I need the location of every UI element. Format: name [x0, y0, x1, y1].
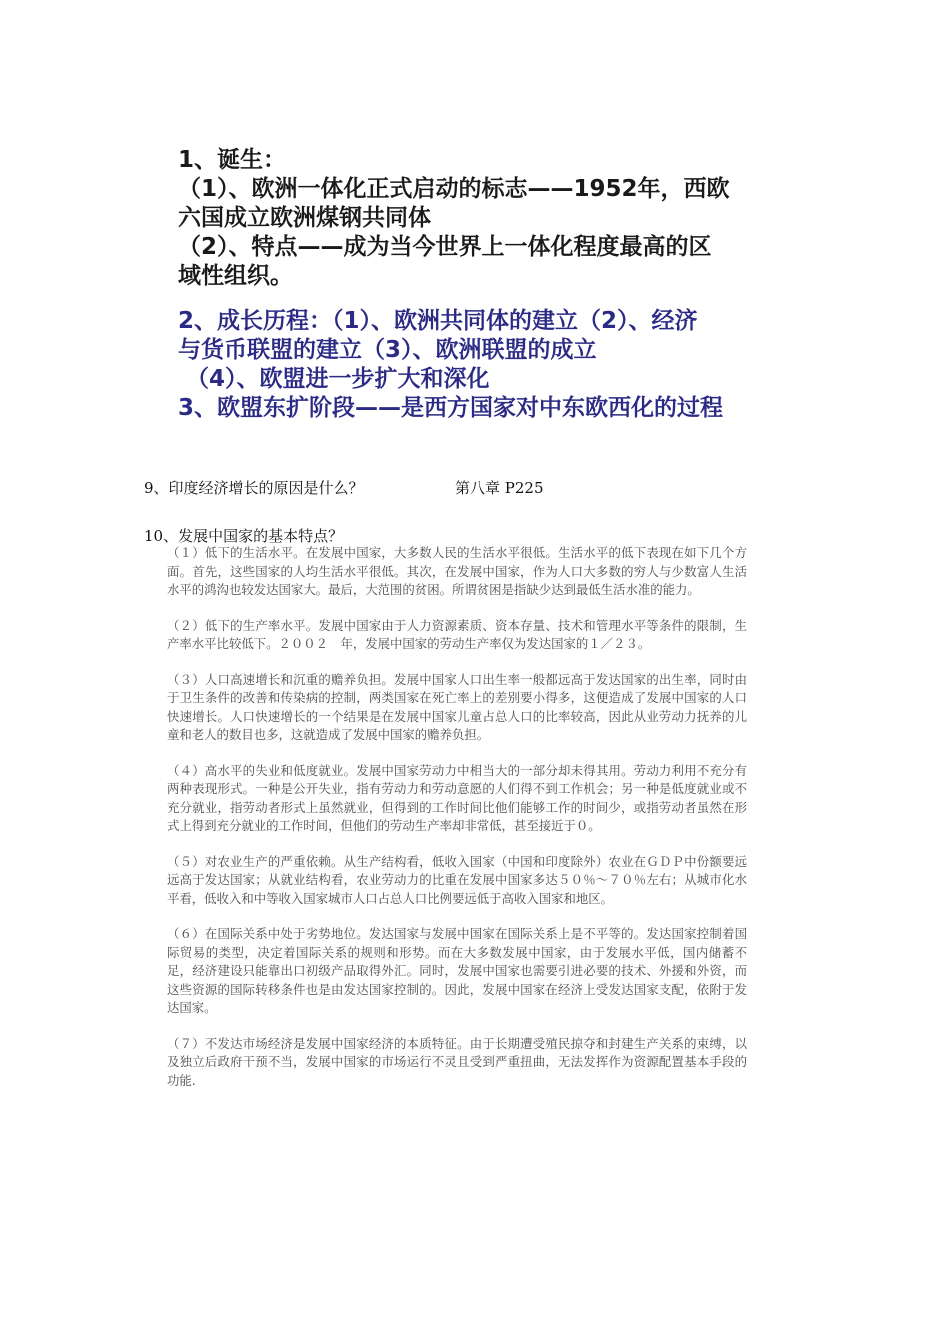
- slide-line-eastward: 3、欧盟东扩阶段——是西方国家对中东欧西化的过程: [178, 395, 724, 421]
- slide-line-birth-heading: 1、诞生：: [178, 147, 287, 173]
- slide-line-expansion: （4）、欧盟进一步扩大和深化: [186, 366, 490, 392]
- answer-paragraph-1: （１）低下的生活水平。在发展中国家，大多数人民的生活水平很低。生活水平的低下表现在如下几个方面。首先，这些国家的人均生活水平很低。其次，在发展中国家，作为人口大多数的穷人与少数富人生活水平的鸿沟也较发达国家大。最后，大范围的贫困。所谓贫困是指缺少达到最低生活水准的能力。: [167, 545, 747, 597]
- slide-line-growth-history: 2、成长历程：（1）、欧洲共同体的建立（2）、经济: [178, 308, 698, 334]
- slide-line-coal-steel: 六国成立欧洲煤钢共同体: [178, 205, 431, 231]
- question-9: [144, 477, 544, 498]
- answer-paragraph-5: （５）对农业生产的严重依赖。从生产结构看，低收入国家（中国和印度除外）农业在ＧＤＰ中份额要远远高于发达国家；从就业结构看，农业劳动力的比重在发展中国家多达５０％～７０％左右；从城市化水平看，低收入和中等收入国家城市人口占总人口比例要远低于高收入国家和地区。: [167, 853, 747, 906]
- slide-image-eu-integration: [178, 146, 778, 423]
- slide-line-feature: （2）、特点——成为当今世界上一体化程度最高的区: [178, 234, 712, 260]
- slide-line-monetary-union: 与货币联盟的建立（3）、欧洲联盟的成立: [178, 337, 597, 363]
- slide-line-regional-org: 域性组织。: [178, 263, 293, 289]
- answer-paragraph-4: （４）高水平的失业和低度就业。发展中国家劳动力中相当大的一部分却未得其用。劳动力利用不充分有两种表现形式。一种是公开失业，指有劳动力和劳动意愿的人们得不到工作机会；另一种是低度就业或不充分就业，指劳动者形式上虽然就业，但得到的工作时间比他们能够工作的时间少，或指劳动者虽然在形式上得到充分就业的工作时间，但他们的劳动生产率却非常低，甚至接近于０。: [167, 762, 747, 833]
- question-10: 10、发展中国家的基本特点？: [144, 527, 344, 545]
- answer-paragraph-6: （６）在国际关系中处于劣势地位。发达国家与发展中国家在国际关系上是不平等的。发达国家控制着国际贸易的类型，决定着国际关系的规则和形势。而在大多数发展中国家，由于发展水平低，国内储蓄不足，经济建设只能靠出口初级产品取得外汇。同时，发展中国家也需要引进必要的技术、外援和外资，而这些资源的国际转移条件也是由发达国家控制的。因此，发展中国家在经济上受发达国家支配，依附于发达国家。: [167, 926, 747, 1015]
- question-9-reference: 第八章 P225: [455, 479, 544, 497]
- slide-line-start-marker: （1）、欧洲一体化正式启动的标志——1952年，西欧: [178, 176, 730, 202]
- answer-block: [167, 544, 747, 1107]
- answer-paragraph-7: （７）不发达市场经济是发展中国家经济的本质特征。由于长期遭受殖民掠夺和封建生产关系的束缚，以及独立后政府干预不当，发展中国家的市场运行不灵且受到严重扭曲，无法发挥作为资源配置基本手段的功能.: [167, 1035, 747, 1088]
- question-9-text: 9、印度经济增长的原因是什么？: [144, 479, 364, 497]
- answer-paragraph-2: （２）低下的生产率水平。发展中国家由于人力资源素质、资本存量、技术和管理水平等条件的限制，生产率水平比较低下。２００２ 年，发展中国家的劳动生产率仅为发达国家的１／２３。: [167, 617, 747, 651]
- answer-paragraph-3: （３）人口高速增长和沉重的赡养负担。发展中国家人口出生率一般都远高于发达国家的出生率，同时由于卫生条件的改善和传染病的控制，两类国家在死亡率上的差别要小得多，这便造成了发展中国家的人口快速增长。人口快速增长的一个结果是在发展中国家儿童占总人口的比率较高，因此从业劳动力抚养的儿童和老人的数目也多，这就造成了发展中国家的赡养负担。: [167, 671, 747, 742]
